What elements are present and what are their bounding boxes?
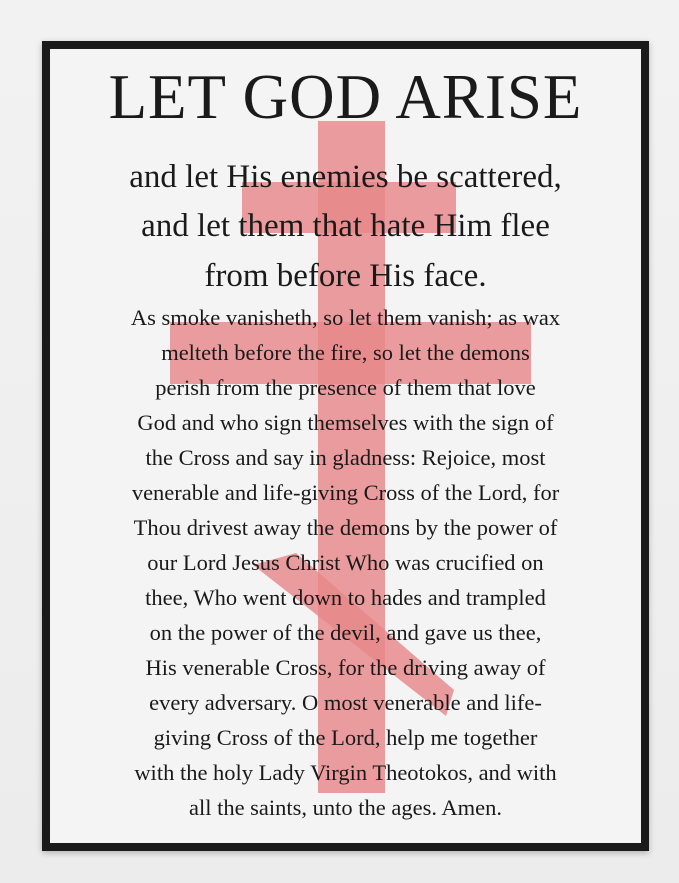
body-line: As smoke vanisheth, so let them vanish; as wax	[130, 305, 561, 330]
body-line: melteth before the fire, so let the demons	[161, 340, 530, 365]
subtitle-line: from before His face.	[204, 258, 487, 294]
body-line: giving Cross of the Lord, help me together	[153, 725, 538, 750]
body-line: God and who sign themselves with the sign of	[137, 410, 554, 435]
body-line: thee, Who went down to hades and trampled	[145, 585, 546, 610]
body-line: every adversary. O most venerable and life-	[149, 690, 542, 715]
body-line: with the holy Lady Virgin Theotokos, and with	[134, 760, 557, 785]
body-line: on the power of the devil, and gave us thee,	[149, 620, 542, 645]
body-line: all the saints, unto the ages. Amen.	[188, 795, 503, 820]
body-line: venerable and life-giving Cross of the Lord, for	[131, 480, 560, 505]
subtitle-line: and let His enemies be scattered,	[129, 159, 562, 195]
prayer-text	[50, 49, 641, 843]
poster-card	[42, 41, 649, 851]
body-line: the Cross and say in gladness: Rejoice, most	[145, 445, 546, 470]
body-line: His venerable Cross, for the driving away of	[145, 655, 546, 680]
poster-title: LET GOD ARISE	[108, 62, 583, 132]
body-line: our Lord Jesus Christ Who was crucified on	[147, 550, 544, 575]
body-line: perish from the presence of them that love	[155, 375, 536, 400]
subtitle-line: and let them that hate Him flee	[141, 208, 550, 244]
body-line: Thou drivest away the demons by the power of	[133, 515, 558, 540]
